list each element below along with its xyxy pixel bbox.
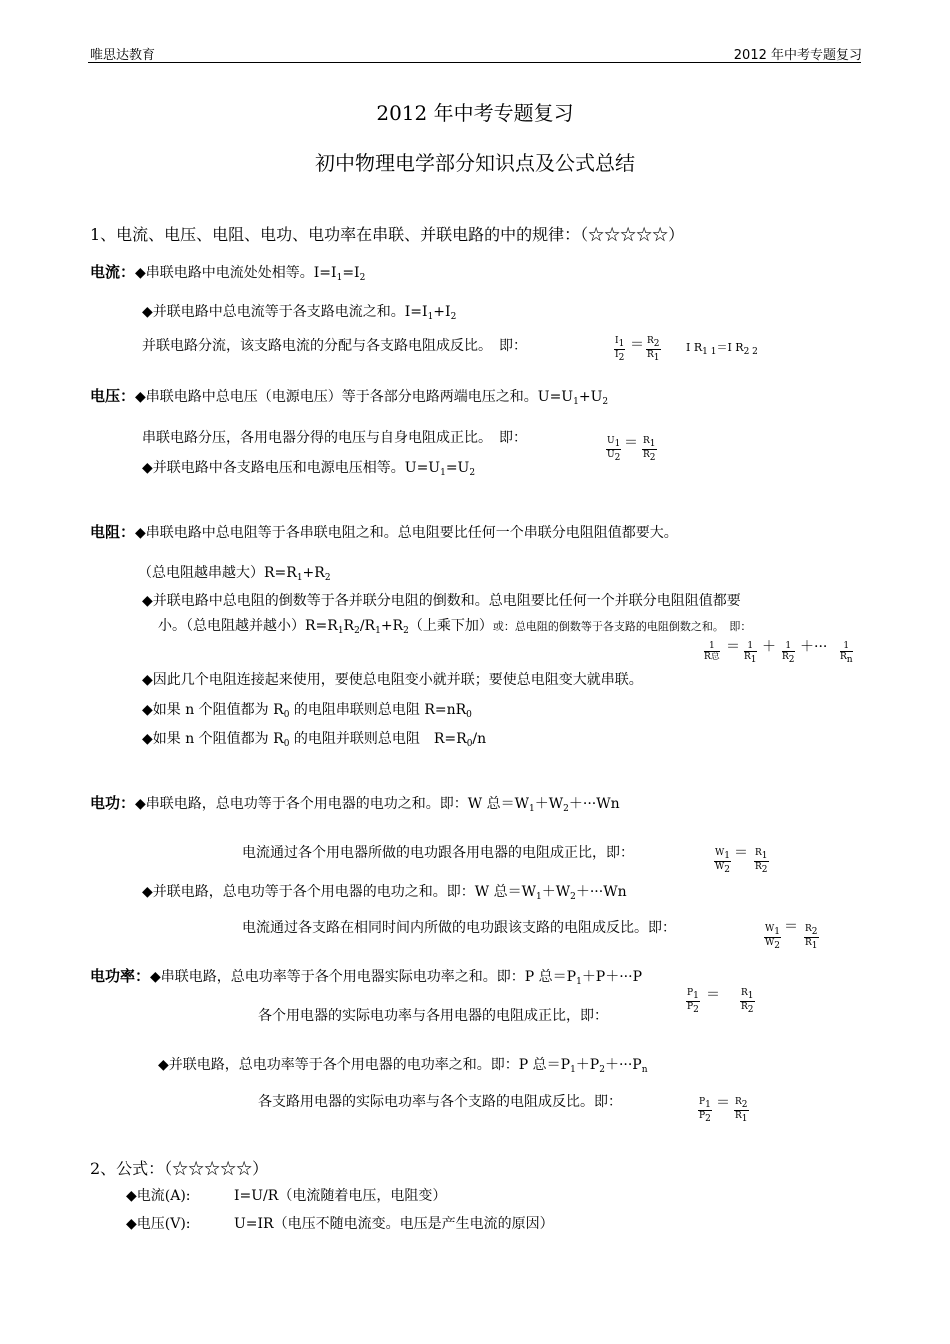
current-series-text: ◆串联电路中电流处处相等。I=I	[135, 265, 337, 281]
equals-sign: ＝	[734, 845, 748, 861]
power-ratio-fraction-1: $\frac{P_1}{P_2}$	[687, 988, 699, 1015]
reciprocal-total: 1 R总	[704, 641, 720, 662]
doc-subtitle: 初中物理电学部分知识点及公式总结	[315, 151, 635, 175]
power-row-2: 各个用电器的实际电功率与各用电器的电阻成正比，即：	[258, 1008, 608, 1024]
formula-voltage: ◆电压(V): U=IR（电压不随电流变。电压是产生电流的原因）	[126, 1216, 554, 1232]
equals-sign: ＝	[784, 919, 798, 935]
equals-sign: ＝	[630, 337, 644, 353]
equals-sign: ＝	[706, 987, 720, 1003]
current-label: 电流：	[90, 263, 136, 281]
header-rule	[88, 62, 861, 63]
resistance-row-1	[90, 522, 678, 543]
work-row-2: 电流通过各个用电器所做的电功跟各用电器的电阻成正比，即：	[242, 845, 634, 861]
equals-sign: ＝	[624, 435, 638, 451]
current-row-1: 电流：◆串联电路中电流处处相等。$I=I_1=I_2$	[90, 263, 366, 283]
work-inverse-fraction-1: $\frac{W_1}{W_2}$	[765, 924, 780, 951]
resistance-row-2: （总电阻越串越大）$R=R_1+R_2$	[138, 565, 331, 583]
current-product-eq: I $R_{1 1}=I$ $R_{2 2}$	[686, 341, 758, 357]
voltage-row-2: 串联电路分压，各用电器分得的电压与自身电阻成正比。 即：	[142, 430, 527, 446]
header-right: 2012 年中考专题复习	[733, 48, 862, 63]
equals-sign: ＝	[726, 639, 740, 655]
plus-sign: ＋	[762, 639, 776, 655]
reciprocal-r1: $\frac{1}{R_1}$	[744, 641, 757, 665]
resistance-row-5: ◆因此几个电阻连接起来使用，要使总电阻变小就并联；要使总电阻变大就串联。	[142, 672, 643, 688]
current-ratio-fraction-1: $\frac{I_1}{I_2}$	[615, 336, 625, 363]
power-inverse-fraction-2: $\frac{R_2}{R_1}$	[735, 1097, 748, 1124]
resistance-series-text: ◆串联电路中总电阻等于各串联电阻之和。总电阻要比任何一个串联分电阻阻值都要大。	[135, 525, 678, 541]
power-label: 电功率：	[90, 967, 151, 985]
power-row-1: 电功率：◆串联电路，总电功率等于各个用电器实际电功率之和。即：P 总$=P_1+P+\cdot\cdot\cdot P$	[90, 967, 643, 987]
section-1-heading: 1、电流、电压、电阻、电功、电功率在串联、并联电路的中的规律：（☆☆☆☆☆）	[90, 225, 685, 244]
voltage-parallel-text: ◆并联电路中各支路电压和电源电压相等。U=U	[142, 460, 441, 476]
reciprocal-r2: $\frac{1}{R_2}$	[782, 641, 795, 665]
section-2-heading: 2、公式：（☆☆☆☆☆）	[90, 1159, 269, 1178]
equals-sign: ＝	[716, 1095, 730, 1111]
power-ratio-fraction-2: $\frac{R_1}{R_2}$	[741, 988, 754, 1015]
work-row-4: 电流通过各支路在相同时间内所做的电功跟该支路的电阻成反比。即：	[242, 920, 676, 936]
reciprocal-rn: $\frac{1}{R_n}$	[840, 641, 853, 665]
voltage-row-3: ◆并联电路中各支路电压和电源电压相等。$U=U_1=U_2$	[142, 460, 476, 478]
power-inverse-fraction-1: $\frac{P_1}{P_2}$	[699, 1097, 711, 1124]
current-parallel-text: ◆并联电路中总电流等于各支路电流之和。I=I	[142, 304, 428, 320]
voltage-row-1: 电压：◆串联电路中总电压（电源电压）等于各部分电路两端电压之和。$U=U_1+U_2$	[90, 387, 609, 407]
power-row-3: ◆并联电路，总电功率等于各个用电器的电功率之和。即：P 总$=P_1+P_2+\cdot\cdot\cdot P_n$	[158, 1057, 648, 1075]
voltage-ratio-fraction-1: $\frac{U_1}{U_2}$	[607, 436, 621, 463]
header-left: 唯思达教育	[90, 48, 156, 63]
voltage-ratio-fraction-2: $\frac{R_1}{R_2}$	[643, 436, 656, 463]
work-inverse-fraction-2: $\frac{R_2}{R_1}$	[805, 924, 818, 951]
current-ratio-fraction-2: $\frac{R_2}{R_1}$	[647, 336, 660, 363]
formula-current: ◆电流(A): I=U/R（电流随着电压，电阻变）	[126, 1188, 447, 1204]
work-row-1: 电功：◆串联电路，总电功等于各个用电器的电功之和。即：W 总$=W_1+W_2+\cdot\cdot\cdot Wn$	[90, 794, 620, 814]
current-row-2: ◆并联电路中总电流等于各支路电流之和。$I=I_1+I_2$	[142, 304, 457, 322]
resistance-row-4: 小。（总电阻越并越小）$R=R_1R_2/R_1+R_2$（上乘下加）或：总电阻的倒数等于各支路的电阻倒数之和。 即：	[158, 618, 752, 636]
resistance-row-3: ◆并联电路中总电阻的倒数等于各并联分电阻的倒数和。总电阻要比任何一个并联分电阻阻值都要	[142, 593, 741, 609]
resistance-row-7: ◆如果 n 个阻值都为 $R_0$ 的电阻并联则总电阻 $R=R_0/n$	[142, 731, 487, 749]
work-ratio-fraction-1: $\frac{W_1}{W_2}$	[715, 848, 730, 875]
work-row-3: ◆并联电路，总电功等于各个用电器的电功之和。即：W 总$=W_1+W_2+\cdot\cdot\cdot Wn$	[142, 884, 627, 902]
resistance-row-6: ◆如果 n 个阻值都为 $R_0$ 的电阻串联则总电阻 $R=nR_0$	[142, 702, 472, 720]
resistance-label: 电阻：	[90, 523, 136, 541]
work-label: 电功：	[90, 794, 136, 812]
plus-ellipsis: ＋···	[800, 639, 828, 655]
current-row-3: 并联电路分流，该支路电流的分配与各支路电阻成反比。 即：	[142, 338, 527, 354]
voltage-label: 电压：	[90, 387, 136, 405]
doc-title: 2012 年中考专题复习	[376, 101, 574, 125]
work-ratio-fraction-2: $\frac{R_1}{R_2}$	[755, 848, 768, 875]
power-row-4: 各支路用电器的实际电功率与各个支路的电阻成反比。即：	[258, 1094, 622, 1110]
voltage-series-text: ◆串联电路中总电压（电源电压）等于各部分电路两端电压之和。U=U	[135, 389, 574, 405]
